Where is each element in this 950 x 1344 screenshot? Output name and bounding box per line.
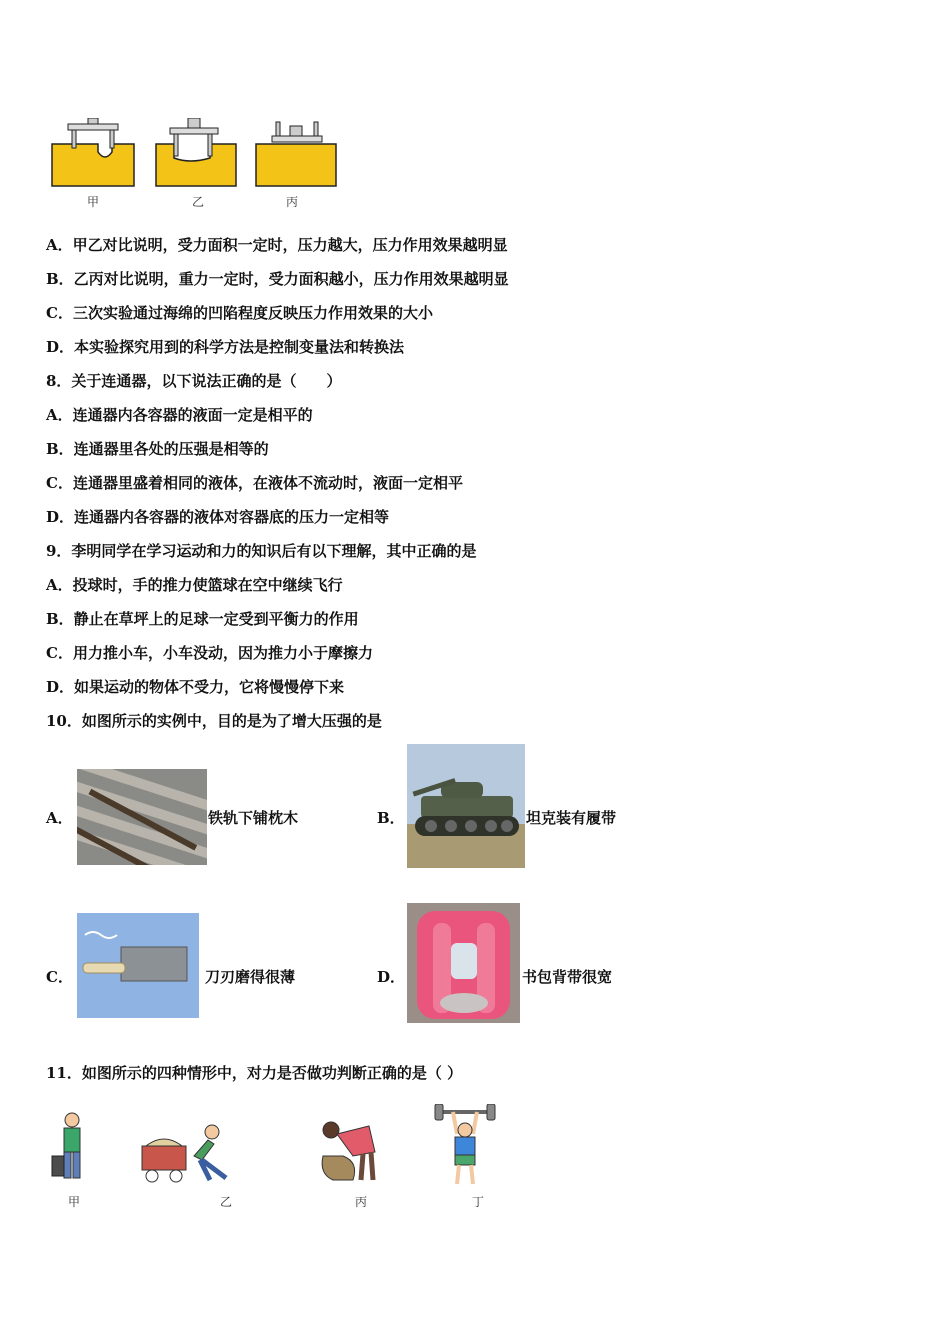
q8-stem: 8．关于连通器，以下说法正确的是（ ） <box>46 372 342 390</box>
q10-option-b-label: B． <box>377 809 405 827</box>
q9-stem: 9．李明同学在学习运动和力的知识后有以下理解，其中正确的是 <box>46 542 477 560</box>
q11-stem: 11．如图所示的四种情形中，对力是否做功判断正确的是（ ） <box>46 1064 463 1082</box>
table-leg-jia-right <box>110 130 114 148</box>
q7-option-c: C．三次实验通过海绵的凹陷程度反映压力作用效果的大小 <box>46 304 433 322</box>
railway-image <box>77 769 207 865</box>
table-top-bing <box>272 136 322 142</box>
figure1-caption-yi: 乙 <box>192 195 205 209</box>
q10-option-a-label: A． <box>46 809 73 827</box>
table-top-jia <box>68 124 118 130</box>
q10-stem: 10．如图所示的实例中，目的是为了增大压强的是 <box>46 712 382 730</box>
figure11-caption-ding: 丁 <box>472 1195 485 1209</box>
figure11-caption-bing: 丙 <box>355 1195 368 1209</box>
q8-option-c: C．连通器里盛着相同的液体，在液体不流动时，液面一定相平 <box>46 474 463 492</box>
weight-yi <box>188 118 200 128</box>
q9-option-b: B．静止在草坪上的足球一定受到平衡力的作用 <box>46 610 359 628</box>
q10-option-c-text: 刀刃磨得很薄 <box>205 968 296 986</box>
sponge-figure-svg <box>50 118 340 190</box>
q7-option-a: A．甲乙对比说明，受力面积一定时，压力越大，压力作用效果越明显 <box>46 236 508 254</box>
q9-option-c: C．用力推小车，小车没动，因为推力小于摩擦力 <box>46 644 373 662</box>
figure-yi-cart <box>138 1122 238 1188</box>
backpack-photo <box>407 903 520 1023</box>
figure-jia-person <box>50 1110 90 1190</box>
figure11-caption-yi: 乙 <box>220 1195 233 1209</box>
q10-option-d-text: 书包背带很宽 <box>522 968 613 986</box>
q8-option-d: D．连通器内各容器的液体对容器底的压力一定相等 <box>46 508 390 526</box>
q7-option-d: D．本实验探究用到的科学方法是控制变量法和转换法 <box>46 338 405 356</box>
sponge-jia <box>52 144 134 186</box>
backpack-image <box>407 903 520 1023</box>
q10-option-c-label: C． <box>46 968 73 986</box>
q10-option-d-label: D． <box>377 968 406 986</box>
q10-option-a-text: 铁轨下铺枕木 <box>208 809 299 827</box>
figure11-caption-jia: 甲 <box>68 1195 81 1209</box>
railway-photo <box>77 769 207 865</box>
table-leg-yi-left <box>174 134 178 156</box>
figure1-caption-bing: 丙 <box>286 195 299 209</box>
knife-image <box>77 913 199 1018</box>
figure-ding-barbell <box>433 1104 497 1188</box>
figure-bing-lifting <box>313 1116 385 1186</box>
q9-option-d: D．如果运动的物体不受力，它将慢慢停下来 <box>46 678 345 696</box>
table-leg-jia-left <box>72 130 76 148</box>
figure1-caption-jia: 甲 <box>87 195 100 209</box>
sponge-yi <box>156 144 236 186</box>
q7-option-b: B．乙丙对比说明，重力一定时，受力面积越小，压力作用效果越明显 <box>46 270 509 288</box>
q9-option-a: A．投球时，手的推力使篮球在空中继续飞行 <box>46 576 343 594</box>
table-leg-yi-right <box>208 134 212 156</box>
sponge-bing <box>256 144 336 186</box>
tank-image <box>407 744 525 868</box>
q8-option-b: B．连通器里各处的压强是相等的 <box>46 440 269 458</box>
weight-bing <box>290 126 302 136</box>
weight-jia <box>88 118 98 124</box>
table-leg-bing-right <box>314 122 318 136</box>
table-top-yi <box>170 128 218 134</box>
table-leg-bing-left <box>276 122 280 136</box>
knife-photo <box>77 913 199 1018</box>
q10-option-b-text: 坦克装有履带 <box>526 809 617 827</box>
tank-photo <box>407 744 525 868</box>
q8-option-a: A．连通器内各容器的液面一定是相平的 <box>46 406 313 424</box>
